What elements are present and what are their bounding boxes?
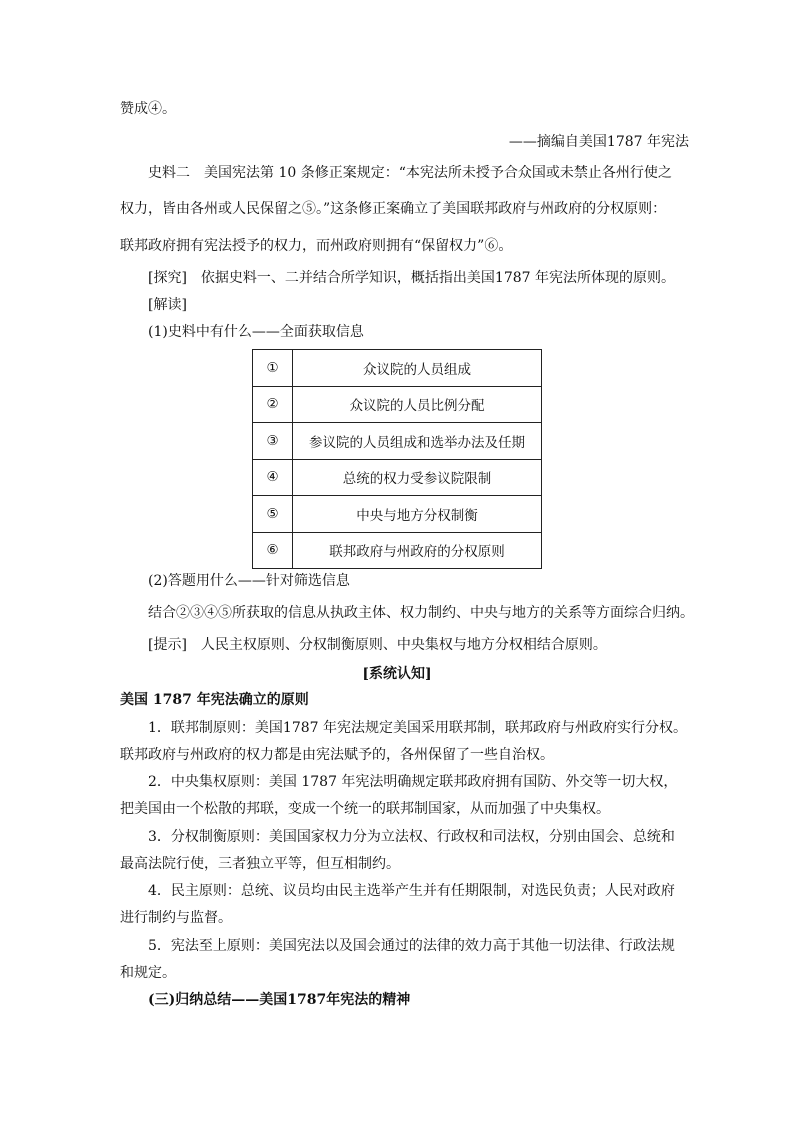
row-number: ⑥ bbox=[253, 532, 293, 569]
text-line: 权力，皆由各州或人民保留之⑤。”这条修正案确立了美国联邦政府与州政府的分权原则： bbox=[120, 201, 667, 217]
table-row bbox=[253, 386, 542, 423]
system-heading: [系统认知] bbox=[362, 666, 432, 682]
principle-1: 1．联邦制原则：美国1787 年宪法规定美国采用联邦制，联邦政府与州政府实行分权。 bbox=[148, 720, 687, 736]
row-text: 众议院的人员组成 bbox=[293, 350, 542, 387]
step1-heading: (1)史料中有什么——全面获取信息 bbox=[148, 324, 364, 340]
principle-5: 5．宪法至上原则：美国宪法以及国会通过的法律的效力高于其他一切法律、行政法规 bbox=[148, 938, 675, 954]
table-row bbox=[253, 496, 542, 533]
table-row bbox=[253, 350, 542, 387]
source-citation: ——摘编自美国1787 年宪法 bbox=[508, 134, 689, 150]
text-line: 最高法院行使，三者独立平等，但互相制约。 bbox=[120, 856, 400, 872]
text-line: 进行制约与监督。 bbox=[120, 910, 232, 926]
summary-heading: (三)归纳总结——美国1787年宪法的精神 bbox=[148, 992, 411, 1008]
row-number: ② bbox=[253, 386, 293, 423]
row-text: 众议院的人员比例分配 bbox=[293, 386, 542, 423]
text-line: 把美国由一个松散的邦联，变成一个统一的联邦制国家，从而加强了中央集权。 bbox=[120, 801, 610, 817]
principle-2: 2．中央集权原则：美国 1787 年宪法明确规定联邦政府拥有国防、外交等一切大权， bbox=[148, 774, 678, 790]
step2-heading: (2)答题用什么——针对筛选信息 bbox=[148, 573, 350, 589]
text-line: 联邦政府与州政府的权力都是由宪法赋予的，各州保留了一些自治权。 bbox=[120, 747, 554, 763]
principle-3: 3．分权制衡原则：美国国家权力分为立法权、行政权和司法权，分别由国会、总统和 bbox=[148, 829, 675, 845]
row-number: ① bbox=[253, 350, 293, 387]
interpret-heading: [解读] bbox=[148, 297, 187, 313]
explore-question: [探究] 依据史料一、二并结合所学知识，概括指出美国1787 年宪法所体现的原则。 bbox=[148, 270, 676, 286]
table-row bbox=[253, 459, 542, 496]
text-line: 结合②③④⑤所获取的信息从执政主体、权力制约、中央与地方的关系等方面综合归纳。 bbox=[148, 605, 694, 621]
text-line: 联邦政府拥有宪法授予的权力，而州政府则拥有“保留权力”⑥。 bbox=[120, 238, 513, 254]
row-text: 中央与地方分权制衡 bbox=[293, 496, 542, 533]
hint-text: [提示] 人民主权原则、分权制衡原则、中央集权与地方分权相结合原则。 bbox=[148, 637, 607, 653]
row-number: ④ bbox=[253, 459, 293, 496]
row-text: 联邦政府与州政府的分权原则 bbox=[293, 532, 542, 569]
table-row bbox=[253, 532, 542, 569]
principle-4: 4．民主原则：总统、议员均由民主选举产生并有任期限制，对选民负责；人民对政府 bbox=[148, 883, 675, 899]
principles-title: 美国 1787 年宪法确立的原则 bbox=[120, 692, 309, 708]
text-line: 和规定。 bbox=[120, 965, 176, 981]
row-text: 总统的权力受参议院限制 bbox=[293, 459, 542, 496]
row-number: ③ bbox=[253, 423, 293, 460]
row-number: ⑤ bbox=[253, 496, 293, 533]
text-line: 赞成④。 bbox=[120, 101, 176, 117]
table-row bbox=[253, 423, 542, 460]
row-text: 参议院的人员组成和选举办法及任期 bbox=[293, 423, 542, 460]
info-table bbox=[252, 349, 542, 569]
text-line: 史料二 美国宪法第 10 条修正案规定：“本宪法所未授予合众国或未禁止各州行使之 bbox=[148, 165, 672, 181]
